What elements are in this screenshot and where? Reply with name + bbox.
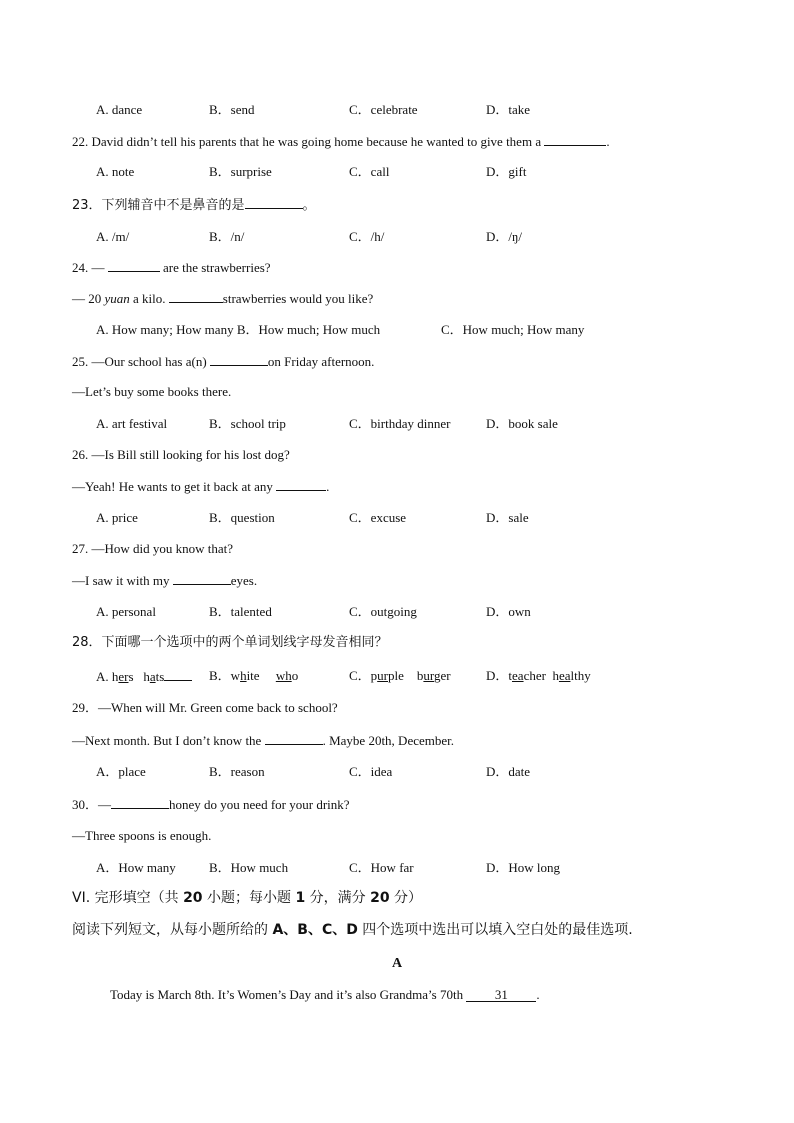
- q30-reply: —Three spoons is enough.: [72, 828, 212, 843]
- q30-stem: 30．— honey do you need for your drink?: [72, 797, 350, 812]
- q22-option-d[interactable]: D．gift: [486, 164, 527, 179]
- q28-options: [96, 668, 756, 684]
- q27-option-d[interactable]: D．own: [486, 604, 531, 619]
- q25-option-a[interactable]: A. art festival: [96, 416, 168, 431]
- q27-option-a[interactable]: A. personal: [96, 604, 156, 619]
- q30-option-d[interactable]: D．How long: [486, 860, 561, 875]
- q29-option-d[interactable]: D．date: [486, 764, 531, 779]
- q24-option-ab[interactable]: A. How many; How many B．How much; How much: [96, 322, 381, 337]
- q24-blank-1: [108, 259, 160, 272]
- q21-option-b[interactable]: B．send: [209, 102, 255, 117]
- q26-stem: 26. —Is Bill still looking for his lost dog?: [72, 447, 290, 462]
- q26-option-c[interactable]: C．excuse: [349, 510, 407, 525]
- q23-option-b[interactable]: B．/n/: [209, 229, 245, 244]
- q23-option-d[interactable]: D．/ŋ/: [486, 229, 523, 244]
- q24-stem: 24. — are the strawberries?: [72, 260, 271, 275]
- q27-options: [96, 604, 756, 620]
- q28-stem: 28．下面哪一个选项中的两个单词划线字母发音相同？: [72, 635, 388, 650]
- q23-stem: 23．下列辅音中不是鼻音的是 。: [72, 198, 316, 213]
- q27-option-c[interactable]: C．outgoing: [349, 604, 417, 619]
- blank-31[interactable]: 31: [466, 989, 536, 1002]
- q25-blank: [210, 353, 268, 366]
- q30-option-b[interactable]: B．How much: [209, 860, 289, 875]
- q26-reply: —Yeah! He wants to get it back at any .: [72, 479, 330, 494]
- q22-blank: [544, 133, 606, 146]
- q21-option-a[interactable]: A. dance: [96, 102, 143, 117]
- q25-options: [96, 416, 756, 432]
- q24-option-c[interactable]: C．How much; How many: [441, 322, 585, 337]
- q21-option-c[interactable]: C．celebrate: [349, 102, 418, 117]
- q24-options: [96, 322, 756, 338]
- q29-option-c[interactable]: C．idea: [349, 764, 393, 779]
- q22-option-a[interactable]: A. note: [96, 164, 135, 179]
- q26-options: [96, 510, 756, 526]
- q23-option-c[interactable]: C．/h/: [349, 229, 385, 244]
- q28-option-d[interactable]: D．teacher healthy: [486, 668, 591, 683]
- q22-option-b[interactable]: B．surprise: [209, 164, 272, 179]
- q30-option-c[interactable]: C．How far: [349, 860, 414, 875]
- q25-option-d[interactable]: D．book sale: [486, 416, 558, 431]
- section-6-title: VI. 完形填空（共 20 小题；每小题 1 分，满分 20 分）: [72, 890, 423, 906]
- q25-stem: 25. —Our school has a(n) on Friday afternoon.: [72, 354, 375, 369]
- q27-option-b[interactable]: B．talented: [209, 604, 272, 619]
- q26-blank: [276, 478, 326, 491]
- q28-option-c[interactable]: C．purple burger: [349, 668, 451, 683]
- q27-reply: —I saw it with my eyes.: [72, 573, 258, 588]
- q26-option-d[interactable]: D．sale: [486, 510, 529, 525]
- q27-blank: [173, 572, 231, 585]
- passage-label: A: [391, 956, 403, 971]
- q21-option-d[interactable]: D．take: [486, 102, 531, 117]
- passage-first-line: Today is March 8th. It’s Women’s Day and it’s also Grandma’s 70th 31 .: [110, 987, 540, 1002]
- q29-option-a[interactable]: A．place: [96, 764, 146, 779]
- q30-blank: [111, 796, 169, 809]
- q29-reply: —Next month. But I don’t know the . Maybe 20th, December.: [72, 733, 454, 748]
- q23-option-a[interactable]: A. /m/: [96, 229, 130, 244]
- q30-option-a[interactable]: A．How many: [96, 860, 176, 875]
- q22-options: [96, 164, 756, 180]
- q28-blank: [164, 668, 192, 681]
- q29-options: [96, 764, 756, 780]
- q29-blank: [265, 732, 323, 745]
- q26-option-a[interactable]: A. price: [96, 510, 138, 525]
- section-6-instructions: 阅读下列短文，从每小题所给的 A、B、C、D 四个选项中选出可以填入空白处的最佳选项.: [72, 922, 633, 938]
- q26-option-b[interactable]: B．question: [209, 510, 275, 525]
- q21-options: [96, 102, 756, 118]
- q24-answer-line: — 20 yuan a kilo. strawberries would you like?: [72, 291, 374, 306]
- q28-option-a[interactable]: A. hers hats: [96, 668, 192, 685]
- q24-blank-2: [169, 290, 223, 303]
- q23-blank: [245, 196, 303, 209]
- q29-option-b[interactable]: B．reason: [209, 764, 265, 779]
- q28-option-b[interactable]: B．white who: [209, 668, 299, 683]
- q29-stem: 29．—When will Mr. Green come back to school?: [72, 700, 338, 715]
- q23-options: [96, 229, 756, 245]
- q27-stem: 27. —How did you know that?: [72, 541, 234, 556]
- q22-stem: 22. David didn’t tell his parents that he was going home because he wanted to give them a .: [72, 134, 610, 149]
- q25-option-c[interactable]: C．birthday dinner: [349, 416, 451, 431]
- q25-option-b[interactable]: B．school trip: [209, 416, 286, 431]
- q30-options: [96, 860, 756, 876]
- q22-option-c[interactable]: C．call: [349, 164, 390, 179]
- q25-reply: —Let’s buy some books there.: [72, 384, 232, 399]
